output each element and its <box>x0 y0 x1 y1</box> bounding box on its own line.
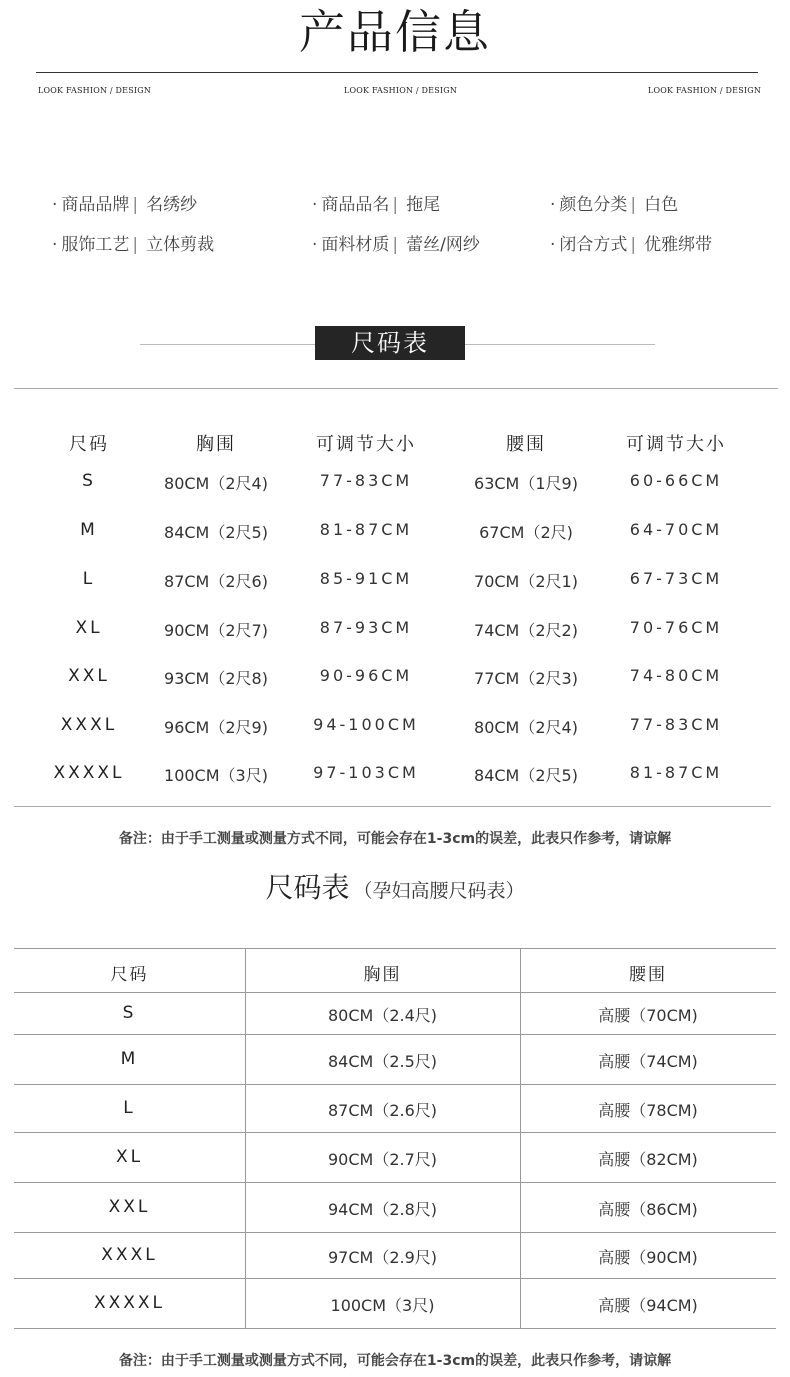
table-horizontal-divider <box>14 1182 776 1183</box>
tagline-center: LOOK FASHION / DESIGN <box>344 86 458 95</box>
cell-waist-adjustable: 74-80CM <box>629 666 723 685</box>
size-chart-top-rule <box>14 388 778 389</box>
cell-chest: 96CM（2尺9) <box>164 718 268 737</box>
cell-chest: 90CM（2.7尺) <box>327 1150 438 1169</box>
column-header-waist: 腰围 <box>629 965 667 985</box>
attribute-color: · 颜色分类 | 白色 <box>550 195 679 215</box>
cell-size: L <box>123 1098 136 1118</box>
cell-size: S <box>82 471 96 491</box>
cell-chest: 90CM（2尺7) <box>164 621 268 640</box>
cell-waist: 70CM（2尺1) <box>474 572 578 591</box>
table-horizontal-divider <box>14 1084 776 1085</box>
attribute-craft: · 服饰工艺 | 立体剪裁 <box>52 235 215 255</box>
attribute-label: 颜色分类 <box>559 195 628 215</box>
cell-chest-adjustable: 77-83CM <box>319 471 413 490</box>
cell-chest: 80CM（2尺4) <box>164 474 268 493</box>
cell-chest: 94CM（2.8尺) <box>327 1200 438 1219</box>
page-title: 产品信息 <box>299 5 491 59</box>
attribute-label: 闭合方式 <box>559 235 628 255</box>
maternity-chart-title <box>0 866 790 906</box>
cell-waist: 80CM（2尺4) <box>474 718 578 737</box>
attribute-value: 优雅绑带 <box>644 235 713 255</box>
cell-chest-adjustable: 87-93CM <box>319 618 413 637</box>
attribute-material: · 面料材质 | 蕾丝/网纱 <box>312 235 480 255</box>
column-header-waist: 腰围 <box>506 434 546 455</box>
cell-waist: 67CM（2尺) <box>479 523 573 542</box>
maternity-title-sub: （孕妇高腰尺码表） <box>353 880 525 902</box>
column-header-chest-adjustable: 可调节大小 <box>316 434 416 455</box>
attribute-value: 立体剪裁 <box>146 235 215 255</box>
column-header-waist-adjustable: 可调节大小 <box>626 434 726 455</box>
cell-waist: 高腰（94CM) <box>598 1296 698 1315</box>
cell-waist-adjustable: 67-73CM <box>629 569 723 588</box>
table-horizontal-divider <box>14 948 776 949</box>
cell-size: XL <box>75 618 103 638</box>
cell-chest-adjustable: 90-96CM <box>319 666 413 685</box>
cell-size: L <box>82 569 96 589</box>
table-horizontal-divider <box>14 1278 776 1279</box>
cell-waist-adjustable: 77-83CM <box>629 715 723 734</box>
cell-chest: 93CM（2尺8) <box>164 669 268 688</box>
attribute-label: 面料材质 <box>321 235 390 255</box>
cell-size: S <box>122 1003 137 1023</box>
tagline-right: LOOK FASHION / DESIGN <box>648 86 762 95</box>
cell-waist: 高腰（78CM) <box>598 1101 698 1120</box>
cell-waist-adjustable: 64-70CM <box>629 520 723 539</box>
cell-waist: 高腰（90CM) <box>598 1248 698 1267</box>
cell-size: XXXL <box>101 1245 158 1265</box>
column-header-chest: 胸围 <box>363 965 402 985</box>
attribute-brand: · 商品品牌 | 名绣纱 <box>52 195 198 215</box>
maternity-title-main: 尺码表 <box>265 871 350 904</box>
cell-waist: 高腰（82CM) <box>598 1150 698 1169</box>
cell-waist-adjustable: 60-66CM <box>629 471 723 490</box>
attribute-closure: · 闭合方式 | 优雅绑带 <box>550 235 713 255</box>
attribute-value: 蕾丝/网纱 <box>406 235 480 255</box>
table-horizontal-divider <box>14 1328 776 1329</box>
cell-waist: 63CM（1尺9) <box>474 474 578 493</box>
attribute-value: 拖尾 <box>406 195 441 215</box>
cell-chest: 84CM（2尺5) <box>164 523 268 542</box>
table-horizontal-divider <box>14 1034 776 1035</box>
cell-chest-adjustable: 85-91CM <box>319 569 413 588</box>
cell-size: XL <box>115 1147 144 1167</box>
cell-chest: 80CM（2.4尺) <box>327 1006 438 1025</box>
attribute-label: 商品品牌 <box>61 195 130 215</box>
cell-size: XXXXL <box>93 1293 166 1313</box>
cell-chest: 100CM（3尺) <box>164 766 268 785</box>
size-chart-banner: 尺码表 <box>315 326 465 360</box>
cell-waist: 高腰（70CM) <box>598 1006 698 1025</box>
cell-waist-adjustable: 81-87CM <box>629 763 723 782</box>
cell-waist: 高腰（86CM) <box>598 1200 698 1219</box>
table-horizontal-divider <box>14 1132 776 1133</box>
banner-line-right <box>465 344 655 345</box>
cell-size: XXL <box>108 1197 151 1217</box>
cell-chest: 100CM（3尺) <box>330 1296 435 1315</box>
table-horizontal-divider <box>14 992 776 993</box>
header-divider <box>36 72 758 73</box>
cell-size: M <box>120 1049 139 1069</box>
attribute-label: 商品品名 <box>321 195 390 215</box>
tagline-left: LOOK FASHION / DESIGN <box>38 86 152 95</box>
cell-chest: 87CM（2.6尺) <box>327 1101 438 1120</box>
cell-size: XXXL <box>60 715 118 735</box>
cell-size: XXL <box>68 666 110 686</box>
cell-waist: 84CM（2尺5) <box>474 766 578 785</box>
cell-chest: 87CM（2尺6) <box>164 572 268 591</box>
cell-size: XXXXL <box>53 763 125 783</box>
cell-waist: 77CM（2尺3) <box>474 669 578 688</box>
cell-chest: 97CM（2.9尺) <box>327 1248 438 1267</box>
cell-chest-adjustable: 97-103CM <box>313 763 419 782</box>
size-chart-bottom-rule <box>14 806 771 807</box>
cell-waist: 74CM（2尺2) <box>474 621 578 640</box>
cell-chest-adjustable: 81-87CM <box>319 520 413 539</box>
column-header-size: 尺码 <box>69 434 109 455</box>
cell-chest: 84CM（2.5尺) <box>327 1052 438 1071</box>
column-header-chest: 胸围 <box>196 434 236 455</box>
cell-waist-adjustable: 70-76CM <box>629 618 723 637</box>
maternity-chart-note: 备注：由于手工测量或测量方式不同，可能会存在1-3cm的误差，此表只作参考，请谅解 <box>118 1353 672 1369</box>
size-chart-note: 备注：由于手工测量或测量方式不同，可能会存在1-3cm的误差，此表只作参考，请谅解 <box>118 831 672 847</box>
attribute-value: 白色 <box>644 195 679 215</box>
table-horizontal-divider <box>14 1232 776 1233</box>
banner-line-left <box>140 344 315 345</box>
cell-size: M <box>80 520 98 540</box>
cell-waist: 高腰（74CM) <box>598 1052 698 1071</box>
attribute-value: 名绣纱 <box>146 195 198 215</box>
attribute-label: 服饰工艺 <box>61 235 130 255</box>
cell-chest-adjustable: 94-100CM <box>313 715 419 734</box>
attribute-product-name: · 商品品名 | 拖尾 <box>312 195 441 215</box>
column-header-size: 尺码 <box>110 965 149 985</box>
